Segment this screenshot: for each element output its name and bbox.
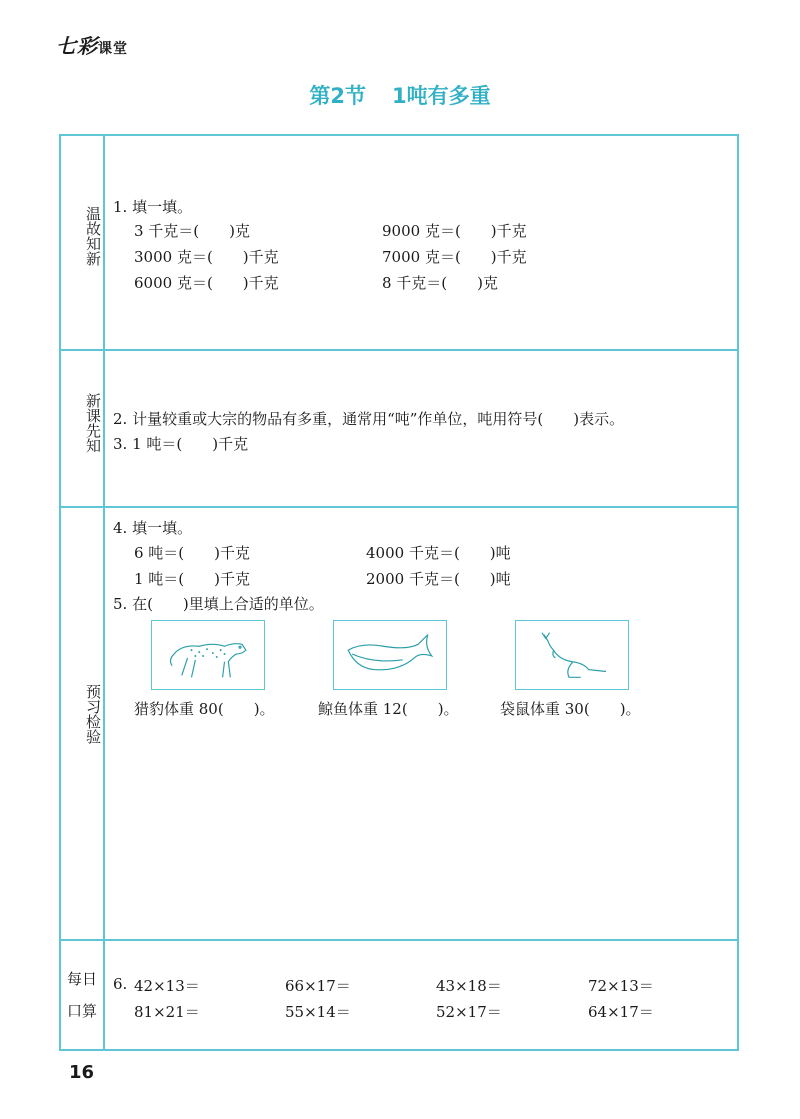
question-2: 2. 计量较重或大宗的物品有多重，通常用“吨”作单位，吨用符号( )表示。: [113, 410, 625, 428]
question-3: 3. 1 吨＝( )千克: [113, 435, 249, 453]
leopard-icon: [151, 620, 265, 690]
q4-item: 2000 千克＝( )吨: [366, 570, 511, 588]
q6-item: 72×13＝: [588, 977, 654, 995]
divider: [61, 506, 737, 508]
kangaroo-icon: [515, 620, 629, 690]
page-title: [0, 80, 800, 110]
question-6-number: 6.: [113, 975, 128, 993]
q5-item: 袋鼠体重 30( )。: [500, 700, 641, 718]
q6-item: 66×17＝: [285, 977, 351, 995]
q1-item: 6000 克＝( )千克: [134, 274, 279, 292]
sidebar: [61, 136, 105, 1049]
divider: [61, 349, 737, 351]
q6-item: 81×21＝: [134, 1003, 200, 1021]
q6-item: 43×18＝: [436, 977, 502, 995]
q6-item: 42×13＝: [134, 977, 200, 995]
q1-item: 3 千克＝( )克: [134, 222, 251, 240]
q6-item: 55×14＝: [285, 1003, 351, 1021]
section-label-daily-b: 口算: [66, 1002, 97, 1020]
section-label-review: 温故知新: [84, 206, 102, 266]
q1-item: 3000 克＝( )千克: [134, 248, 279, 266]
section-label-check: 预习检验: [84, 684, 102, 744]
q4-item: 1 吨＝( )千克: [134, 570, 251, 588]
divider: [61, 939, 737, 941]
q4-item: 6 吨＝( )千克: [134, 544, 251, 562]
q4-item: 4000 千克＝( )吨: [366, 544, 511, 562]
section-number: 第2节: [309, 84, 366, 108]
q5-item: 猎豹体重 80( )。: [134, 700, 275, 718]
q6-item: 64×17＝: [588, 1003, 654, 1021]
brand-logo: 七彩课堂: [56, 34, 128, 58]
question-5-title: 5. 在( )里填上合适的单位。: [113, 595, 324, 613]
q1-item: 9000 克＝( )千克: [382, 222, 527, 240]
section-label-daily-a: 每日: [66, 970, 97, 988]
page-number: 16: [69, 1062, 95, 1083]
q6-item: 52×17＝: [436, 1003, 502, 1021]
q5-item: 鲸鱼体重 12( )。: [318, 700, 459, 718]
section-label-preview: 新课先知: [84, 393, 102, 453]
whale-icon: [333, 620, 447, 690]
question-4-title: 4. 填一填。: [113, 519, 193, 537]
q1-item: 8 千克＝( )克: [382, 274, 499, 292]
lesson-title: 1吨有多重: [392, 84, 491, 108]
q1-item: 7000 克＝( )千克: [382, 248, 527, 266]
question-1-title: 1. 填一填。: [113, 198, 193, 216]
